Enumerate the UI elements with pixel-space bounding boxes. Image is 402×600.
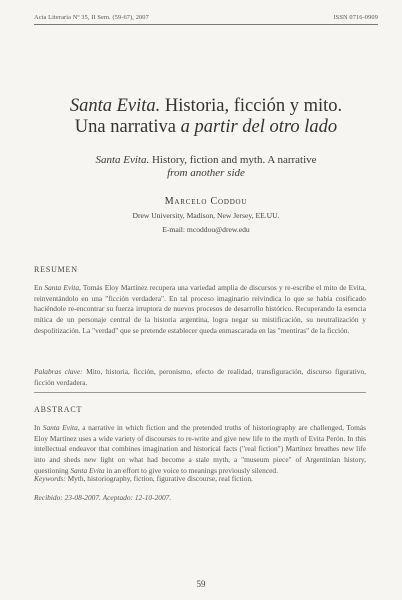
title-part-4: a partir del otro lado	[180, 117, 338, 137]
article-subtitle	[40, 154, 372, 180]
resumen-keywords-label: Palabras clave:	[34, 367, 83, 376]
abstract-keywords	[34, 474, 366, 485]
abstract-em-2: Santa Evita	[70, 465, 105, 475]
abstract-prefix: In	[34, 423, 43, 432]
received-date: Recibido: 23-08-2007.	[34, 493, 101, 502]
subtitle-part-2: History, fiction and myth. A narrative	[149, 154, 317, 166]
abstract-heading: ABSTRACT	[34, 405, 83, 414]
resumen-heading: RESUMEN	[34, 265, 78, 274]
abstract-em: Santa Evita	[42, 423, 78, 432]
header-rule	[34, 24, 378, 25]
submission-dates	[34, 493, 171, 502]
abstract-end: in an effort to give voice to meanings previously silenced.	[104, 465, 278, 475]
resumen-body	[34, 283, 366, 337]
running-header	[34, 14, 378, 21]
journal-citation: Acta Literaria Nº 35, II Sem. (59-67), 2007	[34, 14, 149, 21]
abstract-keywords-label: Keywords:	[34, 474, 66, 483]
author-email: E-mail: mcoddou@drew.edu	[162, 225, 250, 234]
author-name: Marcelo Coddou	[164, 196, 248, 207]
page-number: 59	[196, 579, 206, 589]
subtitle-part-3: from another side	[167, 167, 245, 179]
abstract-keywords-text: Myth, historiography, fiction, figurative discourse, real fiction.	[65, 474, 253, 483]
author-affiliation: Drew University, Madison, New Jersey, EE.UU.	[132, 211, 280, 220]
accepted-date: Aceptado: 12-10-2007.	[102, 493, 172, 502]
article-title	[40, 96, 372, 138]
resumen-prefix: En	[34, 283, 45, 292]
resumen-keywords-text: Mito, historia, ficción, peronismo, efecto de realidad, transfiguración, discurso figurativo, ficción verdadera.	[34, 367, 367, 387]
section-rule-1	[34, 392, 366, 393]
resumen-keywords	[34, 367, 366, 388]
subtitle-part-1: Santa Evita.	[95, 154, 150, 166]
issn: ISSN 0716-0909	[333, 14, 378, 21]
title-part-2: Historia, ficción y mito.	[160, 96, 343, 116]
title-part-3: Una narrativa	[74, 117, 181, 137]
resumen-em: Santa Evita	[44, 283, 80, 292]
abstract-mid: , a narrative in which fiction and the pretended truths of historiography are challenged, Tomás Eloy Martínez uses a wide variety of discourses to re-write and give new life to the myth of Evita Perón. In this intellectual endeavor that combines imagination and historical facts ("real fiction") Martínez breathes new life into and sheds new light on what had become a stale myth, a "museum piece" of Argentinian history, questioning	[34, 423, 367, 475]
title-part-1: Santa Evita.	[69, 96, 161, 116]
resumen-text: , Tomás Eloy Martínez recupera una variedad amplia de discursos y re-escribe el mito de Evita, reinventándolo en una "ficción verdadera". En tal proceso imaginario reivindica lo que se había cosificado haciéndole re-encontrar su fuerza irruptora de nuevos procesos de desarrollo histórico. Recuperando la esencia mítica de un personaje central de la historia argentina, logra negar su mistificación, su neutralización y despolitización. La "verdad" que se pretende establecer queda enmascarada en las "mentiras" de la ficción.	[34, 283, 367, 335]
abstract-body	[34, 423, 366, 477]
